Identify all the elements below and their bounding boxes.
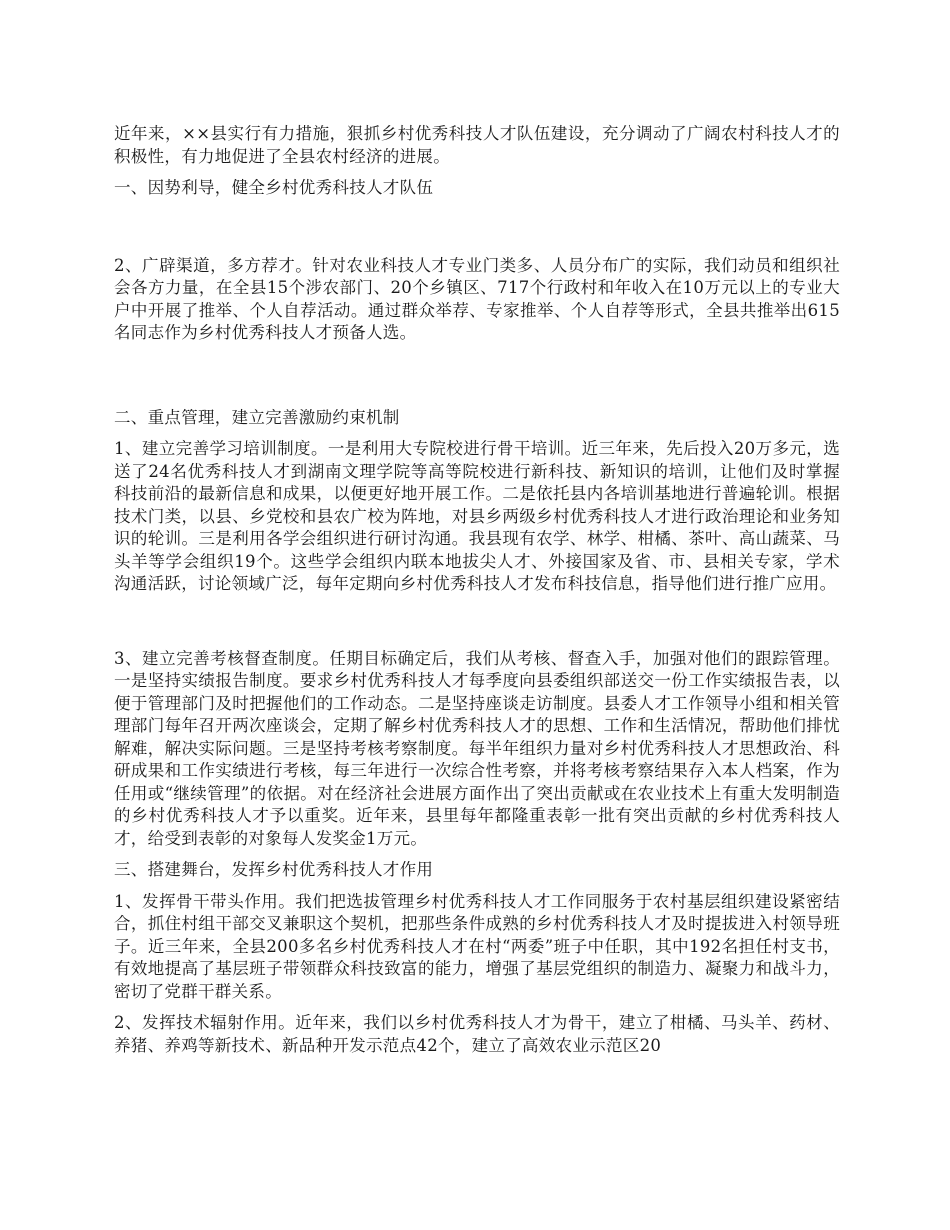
- document-body: [114, 123, 840, 1057]
- section2-item1-paragraph: 1、建立完善学习培训制度。一是利用大专院校进行骨干培训。近三年来，先后投入20万多元，选送了24名优秀科技人才到湖南文理学院等高等院校进行新科技、新知识的培训，让他们及时掌握科技前沿的最新信息和成果，以便更好地开展工作。二是依托县内各培训基地进行普遍轮训。根据技术门类，以县、乡党校和县农广校为阵地，对县乡两级乡村优秀科技人才进行政治理论和业务知识的轮训。三是利用各学会组织进行研讨沟通。我县现有农学、林学、柑橘、茶叶、高山蔬菜、马头羊等学会组织19个。这些学会组织内联本地拔尖人才、外接国家及省、市、县相关专家，学术沟通活跃，讨论领域广泛，每年定期向乡村优秀科技人才发布科技信息，指导他们进行推广应用。: [114, 439, 840, 593]
- section1-item2-paragraph: 2、广辟渠道，多方荐才。针对农业科技人才专业门类多、人员分布广的实际，我们动员和组织社会各方力量，在全县15个涉农部门、20个乡镇区、717个行政村和年收入在10万元以上的专业大户中开展了推举、个人自荐活动。通过群众举荐、专家推举、个人自荐等形式，全县共推举出615名同志作为乡村优秀科技人才预备人选。: [114, 255, 840, 342]
- intro-paragraph: 近年来，××县实行有力措施，狠抓乡村优秀科技人才队伍建设，充分调动了广阔农村科技人才的积极性，有力地促进了全县农村经济的进展。: [114, 124, 840, 166]
- section3-item1-paragraph: 1、发挥骨干带头作用。我们把选拔管理乡村优秀科技人才工作同服务于农村基层组织建设紧密结合，抓住村组干部交叉兼职这个契机，把那些条件成熟的乡村优秀科技人才及时提拔进入村领导班子。近三年来，全县200多名乡村优秀科技人才在村“两委”班子中任职，其中192名担任村支书，有效地提高了基层班子带领群众科技致富的能力，增强了基层党组织的制造力、凝聚力和战斗力，密切了党群干群关系。: [114, 891, 840, 1001]
- section1-heading: 一、因势利导，健全乡村优秀科技人才队伍: [114, 178, 434, 197]
- section3-heading: 三、搭建舞台，发挥乡村优秀科技人才作用: [114, 860, 434, 879]
- section3-item2-paragraph: 2、发挥技术辐射作用。近年来，我们以乡村优秀科技人才为骨干，建立了柑橘、马头羊、药材、养猪、养鸡等新技术、新品种开发示范点42个，建立了高效农业示范区20: [114, 1013, 840, 1055]
- section2-item3-paragraph: 3、建立完善考核督查制度。任期目标确定后，我们从考核、督查入手，加强对他们的跟踪管理。一是坚持实绩报告制度。要求乡村优秀科技人才每季度向县委组织部送交一份工作实绩报告表，以便于管理部门及时把握他们的工作动态。二是坚持座谈走访制度。县委人才工作领导小组和相关管理部门每年召开两次座谈会，定期了解乡村优秀科技人才的思想、工作和生活情况，帮助他们排忧解难，解决实际问题。三是坚持考核考察制度。每半年组织力量对乡村优秀科技人才思想政治、科研成果和工作实绩进行考核，每三年进行一次综合性考察，并将考核考察结果存入本人档案，作为任用或“继续管理”的依据。对在经济社会进展方面作出了突出贡献或在农业技术上有重大发明制造的乡村优秀科技人才予以重奖。近年来，县里每年都隆重表彰一批有突出贡献的乡村优秀科技人才，给受到表彰的对象每人发奖金1万元。: [114, 648, 840, 848]
- section2-heading: 二、重点管理，建立完善激励约束机制: [114, 407, 400, 427]
